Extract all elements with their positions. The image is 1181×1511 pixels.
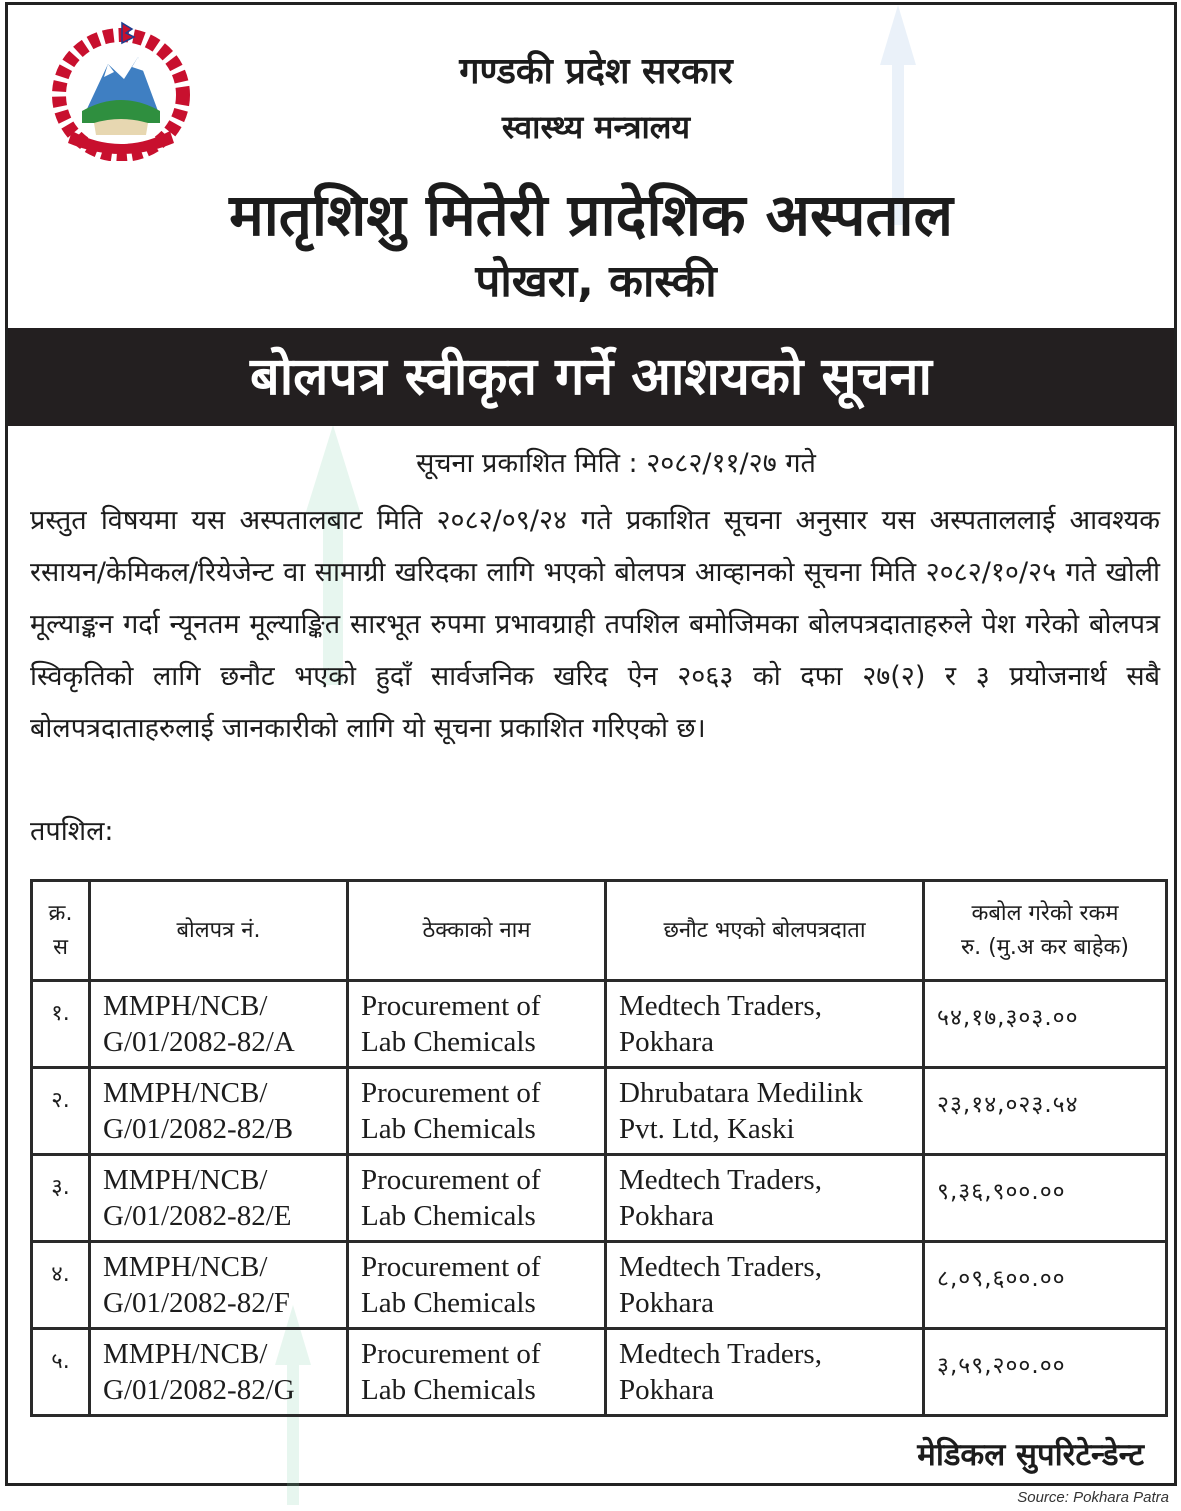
bid-no-line1: MMPH/NCB/: [103, 1077, 268, 1109]
bid-no: [90, 1242, 348, 1329]
bid-amount: ९,३६,९००.००: [924, 1155, 1167, 1242]
bidder-line2: Pokhara: [619, 1374, 715, 1406]
table-row: [32, 981, 1167, 1068]
contract-name: [348, 1329, 606, 1416]
contract-name-line1: Procurement of: [361, 1338, 541, 1370]
selected-bidder: [606, 1068, 924, 1155]
contract-name-line2: Lab Chemicals: [361, 1374, 536, 1406]
header-serial-line2: स: [53, 934, 68, 960]
government-name: गण्डकी प्रदेश सरकार: [459, 51, 733, 92]
bid-amount: ५४,१७,३०३.००: [924, 981, 1167, 1068]
published-date: सूचना प्रकाशित मिति : २०८२/११/२७ गते: [416, 448, 816, 479]
bid-no-line2: G/01/2082-82/G: [103, 1374, 295, 1406]
bid-no-line1: MMPH/NCB/: [103, 1251, 268, 1283]
serial-no: ४.: [32, 1242, 90, 1329]
bid-no-line1: MMPH/NCB/: [103, 1164, 268, 1196]
header-serial-line1: क्र.: [48, 900, 73, 926]
contract-name-line1: Procurement of: [361, 1077, 541, 1109]
header-bid-no: बोलपत्र नं.: [90, 881, 348, 981]
bidder-line2: Pokhara: [619, 1287, 715, 1319]
bid-no-line2: G/01/2082-82/A: [103, 1026, 295, 1058]
table-row: [32, 1155, 1167, 1242]
table-header-row: [32, 881, 1167, 981]
serial-no: २.: [32, 1068, 90, 1155]
bidder-line1: Medtech Traders,: [619, 1164, 822, 1196]
header-contract-name: ठेक्काको नाम: [348, 881, 606, 981]
bid-amount: ८,०९,६००.००: [924, 1242, 1167, 1329]
selected-bidder: [606, 981, 924, 1068]
bid-no-line2: G/01/2082-82/B: [103, 1113, 294, 1145]
bidder-line2: Pokhara: [619, 1026, 715, 1058]
source-credit: Source: Pokhara Patra: [1017, 1489, 1169, 1506]
bidder-line1: Medtech Traders,: [619, 1338, 822, 1370]
contract-name-line2: Lab Chemicals: [361, 1113, 536, 1145]
contract-name: [348, 981, 606, 1068]
table-row: [32, 1068, 1167, 1155]
details-label: तपशिल:: [30, 816, 114, 847]
bidder-line2: Pvt. Ltd, Kaski: [619, 1113, 795, 1145]
contract-name-line1: Procurement of: [361, 1164, 541, 1196]
bid-no: [90, 1068, 348, 1155]
bid-award-table: [30, 879, 1168, 1417]
contract-name: [348, 1068, 606, 1155]
selected-bidder: [606, 1329, 924, 1416]
table-row: [32, 1242, 1167, 1329]
bid-no: [90, 981, 348, 1068]
bid-no: [90, 1329, 348, 1416]
bid-amount: २३,१४,०२३.५४: [924, 1068, 1167, 1155]
header-amount-line1: कबोल गरेको रकम: [971, 900, 1119, 926]
signatory-title: मेडिकल सुपरिटेन्डेन्ट: [917, 1437, 1144, 1473]
contract-name-line1: Procurement of: [361, 1251, 541, 1283]
bidder-line2: Pokhara: [619, 1200, 715, 1232]
contract-name-line2: Lab Chemicals: [361, 1287, 536, 1319]
bid-no-line2: G/01/2082-82/E: [103, 1200, 292, 1232]
contract-name-line1: Procurement of: [361, 990, 541, 1022]
header-selected-bidder: छनौट भएको बोलपत्रदाता: [606, 881, 924, 981]
header-amount: [924, 881, 1167, 981]
selected-bidder: [606, 1155, 924, 1242]
table-row: [32, 1329, 1167, 1416]
contract-name: [348, 1242, 606, 1329]
bid-amount: ३,५९,२००.००: [924, 1329, 1167, 1416]
hospital-location: पोखरा, कास्की: [475, 256, 717, 307]
notice-title-banner: बोलपत्र स्वीकृत गर्ने आशयको सूचना: [8, 328, 1174, 426]
contract-name-line2: Lab Chemicals: [361, 1026, 536, 1058]
header-serial-no: [32, 881, 90, 981]
contract-name-line2: Lab Chemicals: [361, 1200, 536, 1232]
notice-body: प्रस्तुत विषयमा यस अस्पतालबाट मिति २०८२/०९/२४ गते प्रकाशित सूचना अनुसार यस अस्पताललाई आवश्यक रसायन/केमिकल/रियेजेन्ट वा सामाग्री खरिदका लागि भएको बोलपत्र आव्हानको सूचना मिति २०८२/१०/२५ गते खोली मूल्याङ्कन गर्दा न्यूनतम मूल्याङ्कित सारभूत रुपमा प्रभावग्राही तपशिल बमोजिमका बोलपत्रदाताहरुले पेश गरेको बोलपत्र स्विकृतिको लागि छनौट भएको हुदाँ सार्वजनिक खरिद ऐन २०६३ को दफा २७(२) र ३ प्रयोजनार्थ सबै बोलपत्रदाताहरुलाई जानकारीको लागि यो सूचना प्रकाशित गरिएको छ।: [30, 505, 1160, 744]
ministry-name: स्वास्थ्य मन्त्रालय: [501, 108, 691, 146]
bidder-line1: Medtech Traders,: [619, 1251, 822, 1283]
bid-no-line1: MMPH/NCB/: [103, 1338, 268, 1370]
serial-no: १.: [32, 981, 90, 1068]
header-amount-line2: रु. (मु.अ कर बाहेक): [961, 934, 1129, 960]
bid-no-line2: G/01/2082-82/F: [103, 1287, 290, 1319]
notice-frame: [5, 2, 1177, 1486]
bidder-line1: Medtech Traders,: [619, 990, 822, 1022]
bid-no-line1: MMPH/NCB/: [103, 990, 268, 1022]
contract-name: [348, 1155, 606, 1242]
bid-no: [90, 1155, 348, 1242]
bidder-line1: Dhrubatara Medilink: [619, 1077, 864, 1109]
selected-bidder: [606, 1242, 924, 1329]
hospital-name: मातृशिशु मितेरी प्रादेशिक अस्पताल: [229, 181, 953, 249]
serial-no: ३.: [32, 1155, 90, 1242]
serial-no: ५.: [32, 1329, 90, 1416]
